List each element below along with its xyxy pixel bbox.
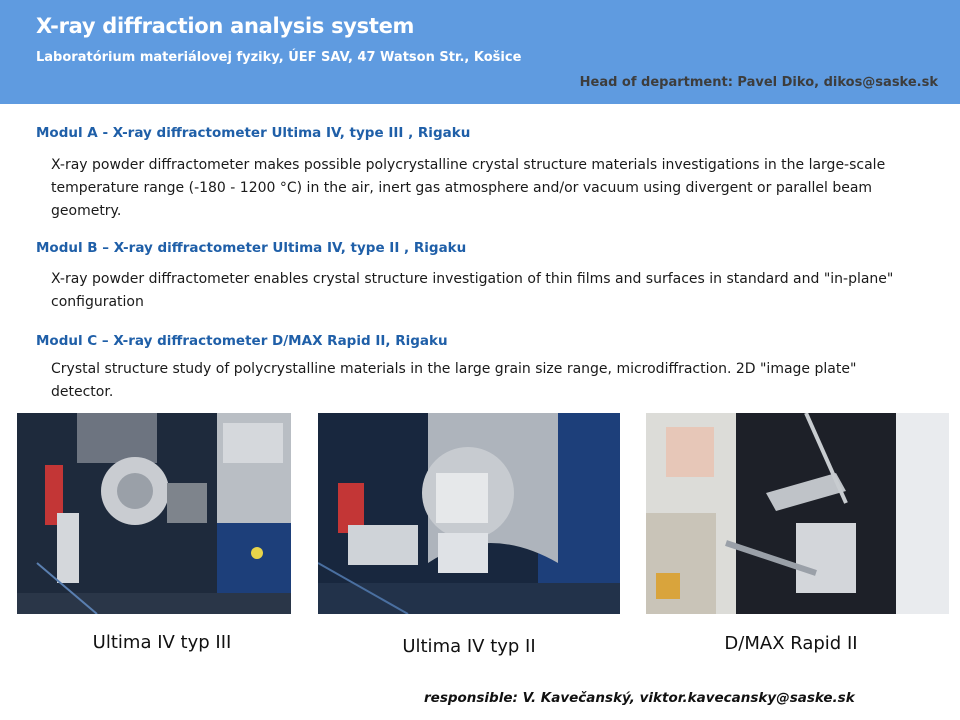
photo-ultima-iv-type-ii <box>318 413 620 614</box>
module-b-description: X-ray powder diffractometer enables crystal structure investigation of thin films and surfaces in standard and "in-plane" configuration <box>51 271 894 310</box>
photo-ultima-iv-type-iii <box>17 413 291 614</box>
module-a-description: X-ray powder diffractometer makes possible polycrystalline crystal structure materials investigations in the large-scale temperature range (-180 - 1200 °C) in the air, inert gas atmosphere and/or vacuum using divergent or parallel beam geometry. <box>51 157 886 219</box>
caption-ultima-iv-typ-ii: Ultima IV typ II <box>402 636 536 657</box>
laboratory-subtitle: Laboratórium materiálovej fyziky, ÚEF SAV, 47 Watson Str., Košice <box>36 50 522 65</box>
module-c-description: Crystal structure study of polycrystalline materials in the large grain size range, microdiffraction. 2D "image plate" detector. <box>51 361 857 400</box>
page-title: X-ray diffraction analysis system <box>36 14 415 38</box>
responsible-contact: responsible: V. Kavečanský, viktor.kavecansky@saske.sk <box>424 690 855 706</box>
module-b-title: Modul B – X-ray diffractometer Ultima IV, type II , Rigaku <box>36 240 467 256</box>
photo-dmax-rapid-ii <box>646 413 949 614</box>
header-banner <box>0 0 960 104</box>
caption-ultima-iv-typ-iii: Ultima IV typ III <box>92 632 232 653</box>
head-of-department: Head of department: Pavel Diko, dikos@saske.sk <box>579 75 938 90</box>
module-c-title: Modul C – X-ray diffractometer D/MAX Rapid II, Rigaku <box>36 333 448 349</box>
caption-dmax-rapid-ii: D/MAX Rapid II <box>724 633 858 654</box>
module-a-title: Modul A - X-ray diffractometer Ultima IV, type III , Rigaku <box>36 125 471 141</box>
